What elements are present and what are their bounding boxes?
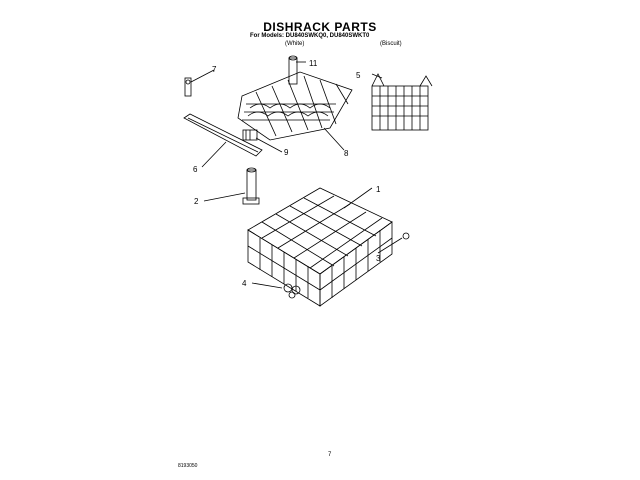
callout-11: 11 (309, 59, 318, 68)
callout-7: 7 (212, 65, 217, 74)
page-title: DISHRACK PARTS (263, 20, 377, 34)
callout-5: 5 (356, 71, 361, 80)
silverware-basket (372, 74, 432, 130)
callout-6: 6 (193, 165, 198, 174)
callout-2: 2 (194, 197, 199, 206)
callout-9: 9 (284, 148, 289, 157)
rack-stop (243, 130, 257, 140)
callout-8: 8 (344, 149, 349, 158)
variant-white: (White) (285, 41, 305, 47)
model-list: For Models: DU840SWKQ0, DU840SWKT0 (250, 33, 370, 39)
callout-1: 1 (376, 185, 381, 194)
rack-tube-lower (243, 168, 259, 204)
callout-3: 3 (376, 254, 381, 263)
wheel-assembly (284, 284, 300, 298)
part-7-clip (185, 78, 191, 96)
page-number: 7 (328, 452, 332, 458)
document-id: 8193050 (178, 463, 198, 469)
lower-rack (248, 188, 392, 306)
roller (403, 233, 409, 239)
callout-4: 4 (242, 279, 247, 288)
variant-biscuit: (Biscuit) (380, 41, 402, 47)
